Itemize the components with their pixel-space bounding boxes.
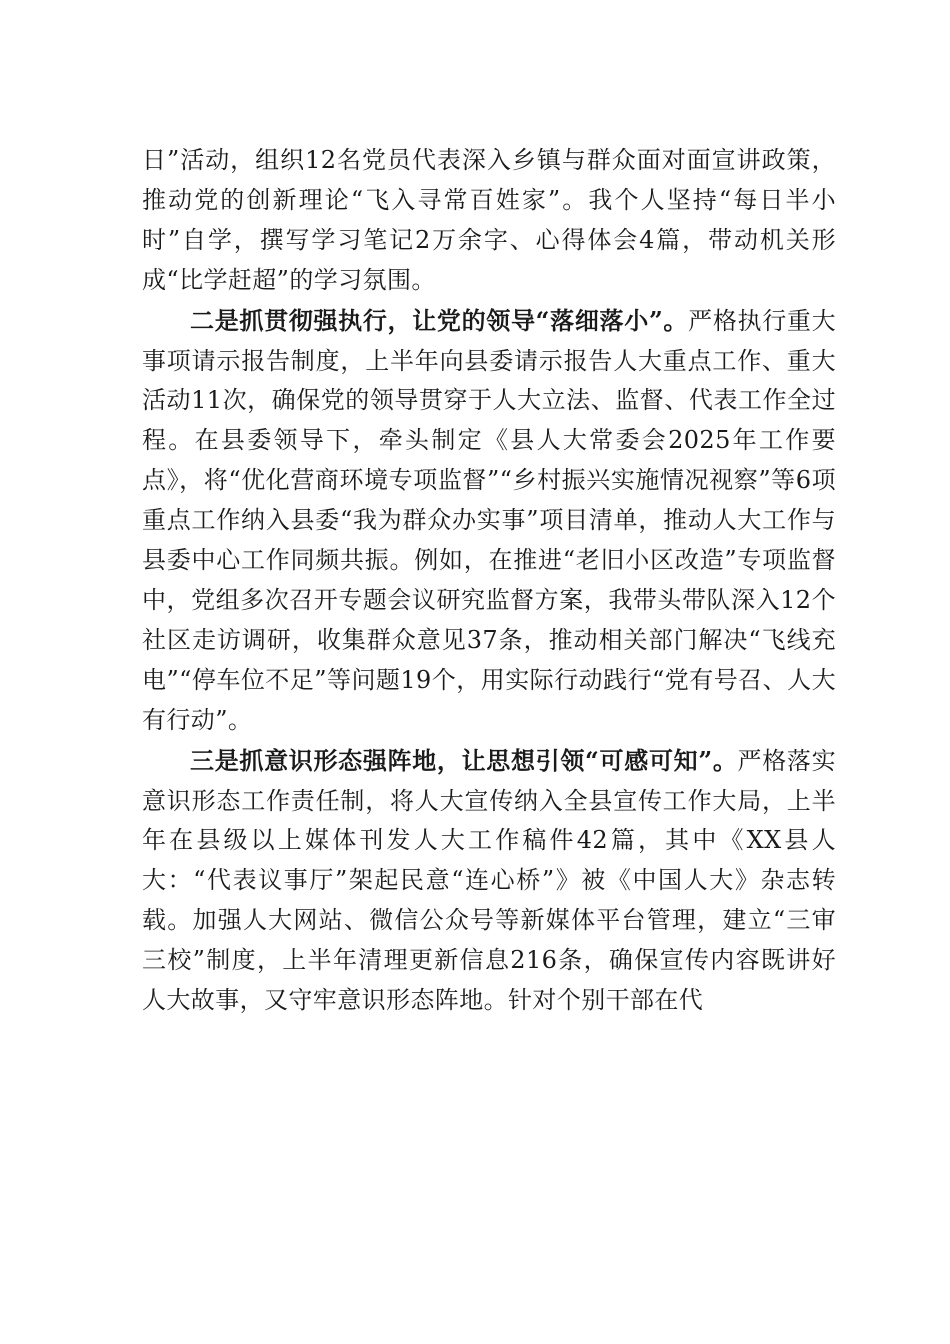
paragraph-lead: 三是抓意识形态强阵地，让思想引领“可感可知”。	[190, 745, 738, 775]
paragraph-two	[142, 301, 836, 741]
document-body	[142, 141, 836, 1021]
paragraph-lead: 二是抓贯彻强执行，让党的领导“落细落小”。	[190, 305, 689, 335]
paragraph-body: 日”活动，组织12名党员代表深入乡镇与群众面对面宣讲政策，推动党的创新理论“飞入寻常百姓家”。我个人坚持“每日半小时”自学，撰写学习笔记2万余字、心得体会4篇，带动机关形成“比学赶超”的学习氛围。	[142, 146, 836, 294]
paragraph-three	[142, 741, 836, 1021]
paragraph-body: 严格执行重大事项请示报告制度，上半年向县委请示报告人大重点工作、重大活动11次，确保党的领导贯穿于人大立法、监督、代表工作全过程。在县委领导下，牵头制定《县人大常委会2025年工作要点》，将“优化营商环境专项监督”“乡村振兴实施情况视察”等6项重点工作纳入县委“我为群众办实事”项目清单，推动人大工作与县委中心工作同频共振。例如，在推进“老旧小区改造”专项监督中，党组多次召开专题会议研究监督方案，我带头带队深入12个社区走访调研，收集群众意见37条，推动相关部门解决“飞线充电”“停车位不足”等问题19个，用实际行动践行“党有号召、人大有行动”。	[142, 306, 836, 734]
paragraph-continued	[142, 141, 836, 301]
paragraph-body: 严格落实意识形态工作责任制，将人大宣传纳入全县宣传工作大局，上半年在县级以上媒体刊发人大工作稿件42篇，其中《XX县人大：“代表议事厅”架起民意“连心桥”》被《中国人大》杂志转载。加强人大网站、微信公众号等新媒体平台管理，建立“三审三校”制度，上半年清理更新信息216条，确保宣传内容既讲好人大故事，又守牢意识形态阵地。针对个别干部在代	[142, 746, 836, 1015]
